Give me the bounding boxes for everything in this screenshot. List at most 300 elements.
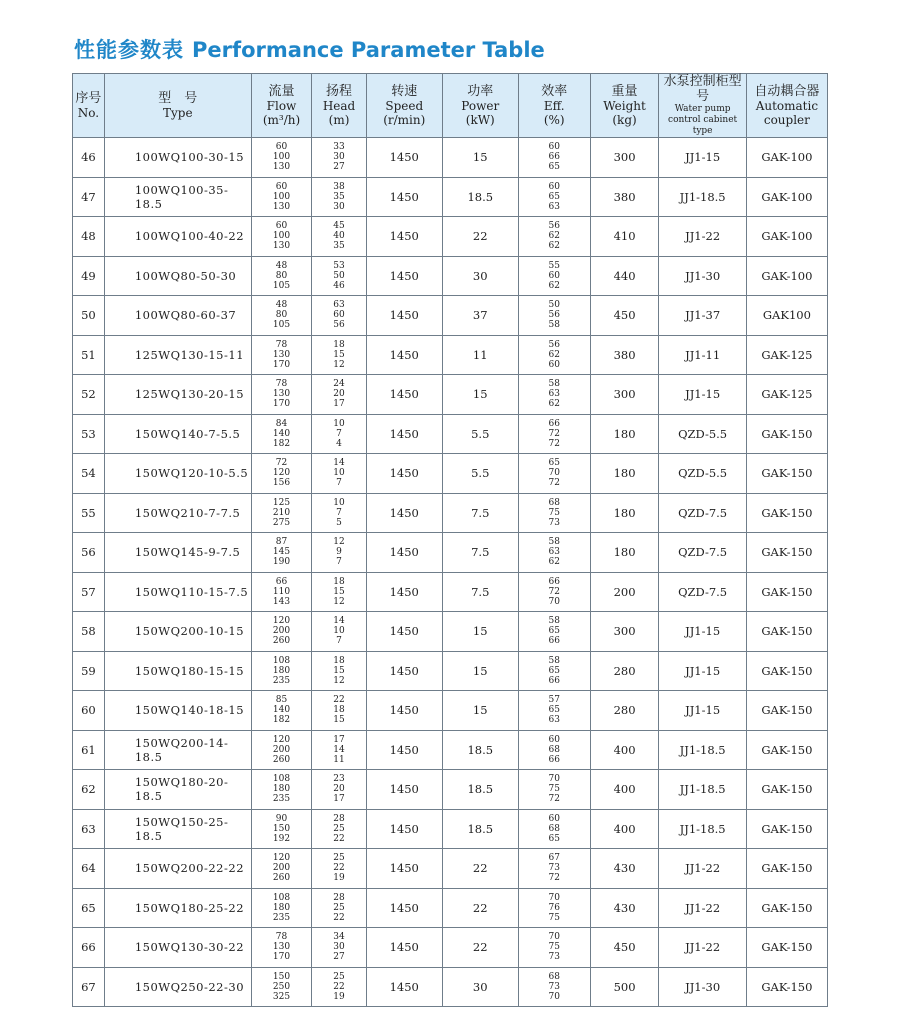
- cell-speed: 1450: [366, 256, 442, 296]
- cell-flow: [251, 454, 312, 494]
- cell-coupler: GAK-150: [746, 849, 827, 889]
- cell-flow-value: 275: [272, 517, 291, 528]
- cell-eff-value: 62: [548, 349, 560, 360]
- cell-power: 7.5: [442, 493, 518, 533]
- cell-flow-value: 100: [272, 231, 291, 242]
- cell-flow: [251, 612, 312, 652]
- cell-flow-value: 200: [272, 744, 291, 755]
- cell-coupler: GAK-150: [746, 967, 827, 1007]
- cell-flow: [251, 256, 312, 296]
- cell-head-value: 17: [333, 399, 345, 410]
- cell-head-value: 10: [333, 468, 345, 479]
- cell-weight: 400: [590, 770, 659, 810]
- table-row: [73, 138, 828, 178]
- cell-head: [312, 414, 366, 454]
- cell-head: [312, 691, 366, 731]
- cell-flow: [251, 691, 312, 731]
- cell-head-value: 35: [333, 191, 345, 202]
- cell-speed: 1450: [366, 335, 442, 375]
- cell-head-value: 20: [333, 784, 345, 795]
- cell-flow-value: 180: [272, 902, 291, 913]
- cell-cabinet: JJ1-18.5: [659, 770, 746, 810]
- cell-eff: [518, 177, 590, 217]
- cell-flow: [251, 888, 312, 928]
- cell-eff-value: 65: [548, 626, 560, 637]
- cell-weight: 180: [590, 454, 659, 494]
- cell-head: [312, 849, 366, 889]
- cell-flow-value: 60: [275, 142, 288, 153]
- cell-eff: [518, 375, 590, 415]
- cell-flow-value: 130: [272, 942, 291, 953]
- cell-eff-value: 70: [548, 774, 560, 785]
- cell-flow-value: 235: [272, 912, 291, 923]
- table-row: [73, 177, 828, 217]
- table-row: [73, 335, 828, 375]
- cell-flow-value: 120: [272, 734, 291, 745]
- cell-flow-value: 170: [272, 359, 291, 370]
- cell-eff-value: 58: [548, 655, 560, 666]
- table-row: [73, 928, 828, 968]
- cell-coupler: GAK-100: [746, 217, 827, 257]
- header-coupler-cn: 自动耦合器: [754, 84, 820, 99]
- cell-weight: 400: [590, 730, 659, 770]
- cell-flow: [251, 493, 312, 533]
- cell-eff-value: 62: [548, 557, 560, 568]
- cell-head-value: 28: [333, 813, 345, 824]
- cell-eff-value: 62: [548, 231, 560, 242]
- page-title: [74, 34, 545, 66]
- cell-no: 47: [73, 177, 105, 217]
- header-eff-cn: 效率: [541, 84, 568, 99]
- cell-head-value: 14: [333, 744, 345, 755]
- cell-type: 150WQ140-18-15: [104, 691, 251, 731]
- cell-coupler: GAK-150: [746, 691, 827, 731]
- cell-weight: 300: [590, 375, 659, 415]
- cell-weight: 200: [590, 572, 659, 612]
- cell-flow-value: 90: [275, 813, 288, 824]
- cell-flow-value: 120: [272, 468, 291, 479]
- cell-eff: [518, 256, 590, 296]
- cell-flow-value: 250: [272, 981, 291, 992]
- cell-head-value: 12: [333, 675, 345, 686]
- table-row: [73, 809, 828, 849]
- cell-speed: 1450: [366, 612, 442, 652]
- cell-weight: 430: [590, 849, 659, 889]
- cell-coupler: GAK-150: [746, 730, 827, 770]
- cell-flow: [251, 770, 312, 810]
- header-cabinet: [659, 74, 746, 138]
- table-row: [73, 217, 828, 257]
- header-weight: [590, 74, 659, 138]
- cell-eff-value: 60: [548, 270, 560, 281]
- cell-type: 100WQ100-35-18.5: [104, 177, 251, 217]
- cell-head-value: 5: [336, 517, 342, 528]
- cell-eff-value: 65: [548, 191, 560, 202]
- cell-eff-value: 73: [548, 952, 560, 963]
- cell-flow-value: 100: [272, 152, 291, 163]
- header-cabinet-cn: 水泵控制柜型号: [663, 74, 742, 104]
- cell-type: 100WQ80-60-37: [104, 296, 251, 336]
- cell-eff-value: 58: [548, 616, 560, 627]
- cell-eff-value: 66: [548, 418, 560, 429]
- cell-cabinet: QZD-5.5: [659, 454, 746, 494]
- cell-type: 150WQ120-10-5.5: [104, 454, 251, 494]
- cell-weight: 400: [590, 809, 659, 849]
- cell-no: 51: [73, 335, 105, 375]
- table-row: [73, 454, 828, 494]
- cell-coupler: GAK-150: [746, 809, 827, 849]
- cell-eff-value: 72: [548, 794, 560, 805]
- cell-eff-value: 70: [548, 596, 560, 607]
- cell-head-value: 10: [333, 497, 345, 508]
- header-head-unit: (m): [328, 113, 350, 127]
- cell-flow-value: 150: [272, 971, 291, 982]
- cell-eff-value: 72: [548, 438, 560, 449]
- cell-no: 56: [73, 533, 105, 573]
- cell-head-value: 35: [333, 241, 345, 252]
- cell-no: 65: [73, 888, 105, 928]
- cell-weight: 500: [590, 967, 659, 1007]
- cell-head-value: 40: [333, 231, 345, 242]
- header-flow-cn: 流量: [268, 84, 295, 99]
- cell-cabinet: JJ1-22: [659, 888, 746, 928]
- table-row: [73, 967, 828, 1007]
- cell-coupler: GAK-100: [746, 256, 827, 296]
- cell-flow-value: 60: [275, 221, 288, 232]
- cell-coupler: GAK-100: [746, 177, 827, 217]
- cell-weight: 450: [590, 928, 659, 968]
- cell-coupler: GAK-150: [746, 414, 827, 454]
- cell-flow-value: 78: [275, 379, 288, 390]
- cell-power: 30: [442, 256, 518, 296]
- cell-flow: [251, 967, 312, 1007]
- cell-flow: [251, 217, 312, 257]
- cell-power: 15: [442, 138, 518, 178]
- cell-speed: 1450: [366, 730, 442, 770]
- cell-head-value: 19: [333, 873, 345, 884]
- cell-eff-value: 65: [548, 705, 560, 716]
- cell-head-value: 7: [336, 507, 342, 518]
- cell-head-value: 27: [333, 952, 345, 963]
- cell-head: [312, 375, 366, 415]
- cell-power: 18.5: [442, 809, 518, 849]
- header-no-en: No.: [77, 106, 100, 120]
- cell-eff: [518, 493, 590, 533]
- cell-flow-value: 156: [272, 478, 291, 489]
- cell-head: [312, 612, 366, 652]
- cell-eff-value: 75: [548, 942, 560, 953]
- table-row: [73, 414, 828, 454]
- cell-flow-value: 72: [275, 458, 288, 469]
- cell-speed: 1450: [366, 375, 442, 415]
- cell-power: 30: [442, 967, 518, 1007]
- cell-no: 55: [73, 493, 105, 533]
- cell-flow-value: 210: [272, 507, 291, 518]
- cell-flow-value: 260: [272, 754, 291, 765]
- cell-head: [312, 967, 366, 1007]
- cell-head-value: 9: [336, 547, 342, 558]
- cell-coupler: GAK-150: [746, 533, 827, 573]
- header-head-cn: 扬程: [326, 84, 353, 99]
- cell-eff-value: 70: [548, 892, 560, 903]
- cell-eff-value: 75: [548, 912, 560, 923]
- cell-head-value: 18: [333, 339, 345, 350]
- cell-head: [312, 493, 366, 533]
- cell-power: 5.5: [442, 414, 518, 454]
- cell-flow-value: 140: [272, 428, 291, 439]
- cell-cabinet: JJ1-30: [659, 256, 746, 296]
- cell-eff-value: 66: [548, 675, 560, 686]
- cell-flow-value: 325: [272, 991, 291, 1002]
- cell-head-value: 45: [333, 221, 345, 232]
- cell-head-value: 56: [333, 320, 345, 331]
- cell-coupler: GAK-150: [746, 572, 827, 612]
- cell-type: 125WQ130-20-15: [104, 375, 251, 415]
- cell-flow-value: 260: [272, 636, 291, 647]
- cell-eff-value: 65: [548, 833, 560, 844]
- cell-flow-value: 80: [275, 310, 288, 321]
- cell-flow-value: 130: [272, 241, 291, 252]
- cell-coupler: GAK-150: [746, 493, 827, 533]
- cell-head: [312, 296, 366, 336]
- cell-flow-value: 130: [272, 389, 291, 400]
- cell-speed: 1450: [366, 888, 442, 928]
- cell-cabinet: JJ1-37: [659, 296, 746, 336]
- cell-flow: [251, 177, 312, 217]
- cell-weight: 380: [590, 177, 659, 217]
- cell-head-value: 30: [333, 942, 345, 953]
- cell-head-value: 23: [333, 774, 345, 785]
- header-head-en: Head: [322, 99, 356, 113]
- cell-eff: [518, 809, 590, 849]
- header-speed-en: Speed: [385, 99, 424, 113]
- cell-head-value: 30: [333, 152, 345, 163]
- cell-eff-value: 70: [548, 468, 560, 479]
- cell-head: [312, 177, 366, 217]
- cell-no: 50: [73, 296, 105, 336]
- table-row: [73, 493, 828, 533]
- cell-no: 63: [73, 809, 105, 849]
- cell-flow-value: 235: [272, 794, 291, 805]
- cell-flow-value: 192: [272, 833, 291, 844]
- cell-eff-value: 65: [548, 665, 560, 676]
- cell-flow-value: 190: [272, 557, 291, 568]
- cell-speed: 1450: [366, 533, 442, 573]
- cell-speed: 1450: [366, 849, 442, 889]
- cell-flow: [251, 375, 312, 415]
- cell-coupler: GAK-150: [746, 928, 827, 968]
- table-row: [73, 888, 828, 928]
- cell-cabinet: QZD-7.5: [659, 533, 746, 573]
- cell-flow-value: 78: [275, 339, 288, 350]
- cell-head: [312, 572, 366, 612]
- cell-weight: 300: [590, 138, 659, 178]
- cell-weight: 180: [590, 533, 659, 573]
- cell-cabinet: QZD-7.5: [659, 572, 746, 612]
- cell-no: 58: [73, 612, 105, 652]
- cell-eff-value: 67: [548, 853, 560, 864]
- cell-flow-value: 48: [275, 300, 288, 311]
- cell-head-value: 60: [333, 310, 345, 321]
- cell-head-value: 7: [336, 478, 342, 489]
- cell-flow-value: 235: [272, 675, 291, 686]
- cell-cabinet: JJ1-22: [659, 217, 746, 257]
- cell-power: 15: [442, 612, 518, 652]
- cell-flow-value: 108: [272, 774, 291, 785]
- cell-eff: [518, 849, 590, 889]
- cell-no: 48: [73, 217, 105, 257]
- cell-head: [312, 335, 366, 375]
- cell-head-value: 22: [333, 912, 345, 923]
- cell-type: 150WQ130-30-22: [104, 928, 251, 968]
- cell-power: 18.5: [442, 770, 518, 810]
- cell-weight: 430: [590, 888, 659, 928]
- cell-flow-value: 78: [275, 932, 288, 943]
- cell-power: 22: [442, 217, 518, 257]
- header-flow-unit: (m³/h): [262, 113, 301, 127]
- cell-cabinet: JJ1-30: [659, 967, 746, 1007]
- cell-type: 125WQ130-15-11: [104, 335, 251, 375]
- cell-eff-value: 57: [548, 695, 560, 706]
- cell-eff-value: 68: [548, 971, 560, 982]
- header-weight-cn: 重量: [611, 84, 638, 99]
- cell-eff: [518, 730, 590, 770]
- performance-table: [72, 73, 828, 1007]
- cell-eff: [518, 454, 590, 494]
- cell-eff-value: 60: [548, 142, 560, 153]
- cell-eff-value: 56: [548, 339, 560, 350]
- table-row: [73, 533, 828, 573]
- cell-head-value: 24: [333, 379, 345, 390]
- cell-power: 7.5: [442, 533, 518, 573]
- cell-cabinet: JJ1-18.5: [659, 177, 746, 217]
- cell-head-value: 7: [336, 428, 342, 439]
- cell-head-value: 14: [333, 458, 345, 469]
- header-speed: [366, 74, 442, 138]
- cell-eff-value: 63: [548, 715, 560, 726]
- cell-eff-value: 72: [548, 428, 560, 439]
- cell-head-value: 7: [336, 636, 342, 647]
- cell-head-value: 28: [333, 892, 345, 903]
- cell-power: 37: [442, 296, 518, 336]
- cell-head-value: 20: [333, 389, 345, 400]
- cell-head: [312, 730, 366, 770]
- cell-eff-value: 75: [548, 507, 560, 518]
- cell-head: [312, 533, 366, 573]
- cell-head-value: 12: [333, 596, 345, 607]
- cell-speed: 1450: [366, 177, 442, 217]
- cell-cabinet: JJ1-15: [659, 612, 746, 652]
- cell-head-value: 25: [333, 853, 345, 864]
- cell-eff-value: 66: [548, 754, 560, 765]
- header-weight-en: Weight: [603, 99, 646, 113]
- cell-flow: [251, 296, 312, 336]
- cell-speed: 1450: [366, 296, 442, 336]
- table-row: [73, 256, 828, 296]
- cell-head-value: 33: [333, 142, 345, 153]
- cell-coupler: GAK-150: [746, 770, 827, 810]
- cell-power: 15: [442, 375, 518, 415]
- cell-head-value: 18: [333, 576, 345, 587]
- header-power-cn: 功率: [467, 84, 494, 99]
- cell-eff-value: 73: [548, 981, 560, 992]
- cell-flow: [251, 651, 312, 691]
- cell-no: 46: [73, 138, 105, 178]
- cell-power: 22: [442, 888, 518, 928]
- cell-eff-value: 62: [548, 241, 560, 252]
- cell-flow-value: 260: [272, 873, 291, 884]
- cell-weight: 450: [590, 296, 659, 336]
- cell-head-value: 25: [333, 902, 345, 913]
- cell-eff-value: 58: [548, 379, 560, 390]
- cell-flow-value: 87: [275, 537, 288, 548]
- cell-no: 53: [73, 414, 105, 454]
- cell-head: [312, 770, 366, 810]
- cell-head: [312, 256, 366, 296]
- cell-speed: 1450: [366, 691, 442, 731]
- cell-eff-value: 56: [548, 310, 560, 321]
- cell-no: 59: [73, 651, 105, 691]
- cell-flow-value: 200: [272, 626, 291, 637]
- cell-cabinet: JJ1-15: [659, 691, 746, 731]
- cell-head-value: 10: [333, 418, 345, 429]
- cell-head-value: 12: [333, 359, 345, 370]
- cell-flow: [251, 730, 312, 770]
- cell-eff: [518, 888, 590, 928]
- cell-eff-value: 63: [548, 389, 560, 400]
- header-speed-unit: (r/min): [383, 113, 426, 127]
- cell-no: 61: [73, 730, 105, 770]
- cell-type: 150WQ200-10-15: [104, 612, 251, 652]
- cell-flow-value: 48: [275, 260, 288, 271]
- cell-eff: [518, 296, 590, 336]
- header-cabinet-en: Water pump control cabinet type: [668, 104, 738, 136]
- cell-flow-value: 143: [272, 596, 291, 607]
- cell-eff-value: 55: [548, 260, 560, 271]
- header-eff-en: Eff.: [543, 99, 565, 113]
- cell-head-value: 22: [333, 981, 345, 992]
- cell-head-value: 10: [333, 626, 345, 637]
- cell-no: 67: [73, 967, 105, 1007]
- cell-flow-value: 84: [275, 418, 288, 429]
- cell-head-value: 14: [333, 616, 345, 627]
- header-coupler: [746, 74, 827, 138]
- cell-flow-value: 80: [275, 270, 288, 281]
- cell-flow-value: 130: [272, 349, 291, 360]
- cell-eff-value: 68: [548, 497, 560, 508]
- cell-head: [312, 217, 366, 257]
- cell-flow-value: 85: [275, 695, 288, 706]
- cell-eff: [518, 414, 590, 454]
- cell-eff-value: 75: [548, 784, 560, 795]
- cell-cabinet: JJ1-15: [659, 138, 746, 178]
- cell-speed: 1450: [366, 651, 442, 691]
- cell-speed: 1450: [366, 928, 442, 968]
- cell-cabinet: JJ1-15: [659, 651, 746, 691]
- cell-eff-value: 63: [548, 201, 560, 212]
- cell-head: [312, 651, 366, 691]
- cell-eff-value: 66: [548, 152, 560, 163]
- page-title-cn: 性能参数表: [74, 38, 184, 62]
- cell-cabinet: QZD-5.5: [659, 414, 746, 454]
- cell-head-value: 30: [333, 201, 345, 212]
- cell-speed: 1450: [366, 217, 442, 257]
- cell-coupler: GAK-100: [746, 138, 827, 178]
- cell-head-value: 15: [333, 715, 345, 726]
- cell-flow-value: 105: [272, 320, 291, 331]
- cell-type: 150WQ200-14-18.5: [104, 730, 251, 770]
- table-row: [73, 375, 828, 415]
